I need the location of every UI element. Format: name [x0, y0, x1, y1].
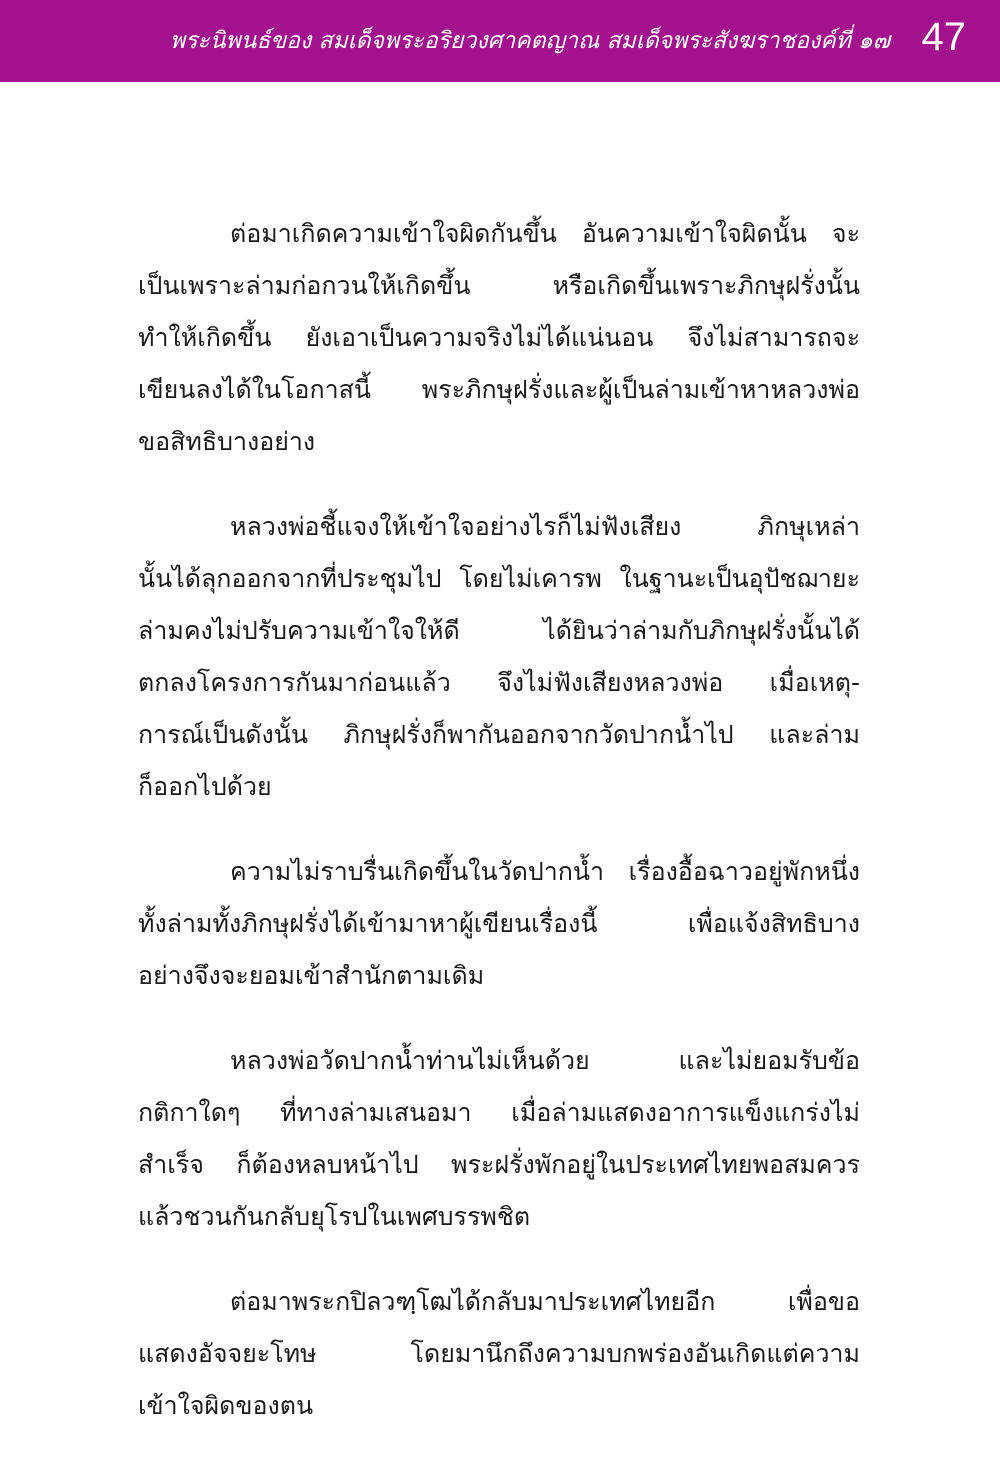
text-line: เป็นเพราะล่ามก่อกวนให้เกิดขึ้น หรือเกิดขึ้นเพราะภิกษุฝรั่งนั้น [138, 271, 860, 300]
header-bar [0, 0, 1000, 82]
text-line: หลวงพ่อวัดปากน้ำท่านไม่เห็นด้วย และไม่ยอมรับข้อ [230, 1046, 860, 1075]
text-line: กติกาใดๆ ที่ทางล่ามเสนอมา เมื่อล่ามแสดงอาการแข็งแกร่งไม่ [138, 1098, 860, 1127]
body-text [138, 208, 860, 1465]
text-line: สำเร็จ ก็ต้องหลบหน้าไป พระฝรั่งพักอยู่ในประเทศไทยพอสมควร [138, 1150, 860, 1179]
text-line: หลวงพ่อชี้แจงให้เข้าใจอย่างไรก็ไม่ฟังเสียง ภิกษุเหล่า [230, 512, 860, 541]
text-line: ความไม่ราบรื่นเกิดขึ้นในวัดปากน้ำ เรื่องอื้อฉาวอยู่พักหนึ่ง [230, 857, 860, 886]
text-line: แล้วชวนกันกลับยุโรปในเพศบรรพชิต [138, 1202, 531, 1231]
paragraph-4 [138, 1035, 860, 1243]
paragraph-1 [138, 208, 860, 468]
text-line: ทั้งล่ามทั้งภิกษุฝรั่งได้เข้ามาหาผู้เขียนเรื่องนี้ เพื่อแจ้งสิทธิบาง [138, 909, 860, 938]
text-line: ทำให้เกิดขึ้น ยังเอาเป็นความจริงไม่ได้แน่นอน จึงไม่สามารถจะ [138, 323, 860, 352]
text-line: ก็ออกไปด้วย [138, 772, 272, 801]
paragraph-3 [138, 846, 860, 1002]
text-line: นั้นได้ลุกออกจากที่ประชุมไป โดยไม่เคารพ ในฐานะเป็นอุปัชฌายะ [138, 564, 860, 593]
text-line: ตกลงโครงการกันมาก่อนแล้ว จึงไม่ฟังเสียงหลวงพ่อ เมื่อเหตุ- [138, 668, 860, 697]
text-line: เข้าใจผิดของตน [138, 1391, 314, 1420]
text-line: การณ์เป็นดังนั้น ภิกษุฝรั่งก็พากันออกจากวัดปากน้ำไป และล่าม [138, 720, 860, 749]
text-line: เขียนลงได้ในโอกาสนี้ พระภิกษุฝรั่งและผู้เป็นล่ามเข้าหาหลวงพ่อ [138, 375, 860, 404]
text-line: แสดงอัจจยะโทษ โดยมานึกถึงความบกพร่องอันเกิดแต่ความ [138, 1339, 860, 1368]
paragraph-5 [138, 1276, 860, 1432]
running-head: พระนิพนธ์ของ สมเด็จพระอริยวงศาคตญาณ สมเด็จพระสังฆราชองค์ที่ ๑๗ [169, 28, 890, 54]
text-line: ขอสิทธิบางอย่าง [138, 427, 316, 456]
paragraph-2 [138, 501, 860, 813]
text-line: อย่างจึงจะยอมเข้าสำนักตามเดิม [138, 961, 485, 990]
text-line: ต่อมาเกิดความเข้าใจผิดกันขึ้น อันความเข้าใจผิดนั้น จะ [230, 219, 860, 248]
page-number: 47 [921, 15, 966, 59]
text-line: ล่ามคงไม่ปรับความเข้าใจให้ดี ได้ยินว่าล่ามกับภิกษุฝรั่งนั้นได้ [138, 616, 860, 645]
text-line: ต่อมาพระกปิลวฑฺโฒได้กลับมาประเทศไทยอีก เพื่อขอ [230, 1287, 860, 1316]
